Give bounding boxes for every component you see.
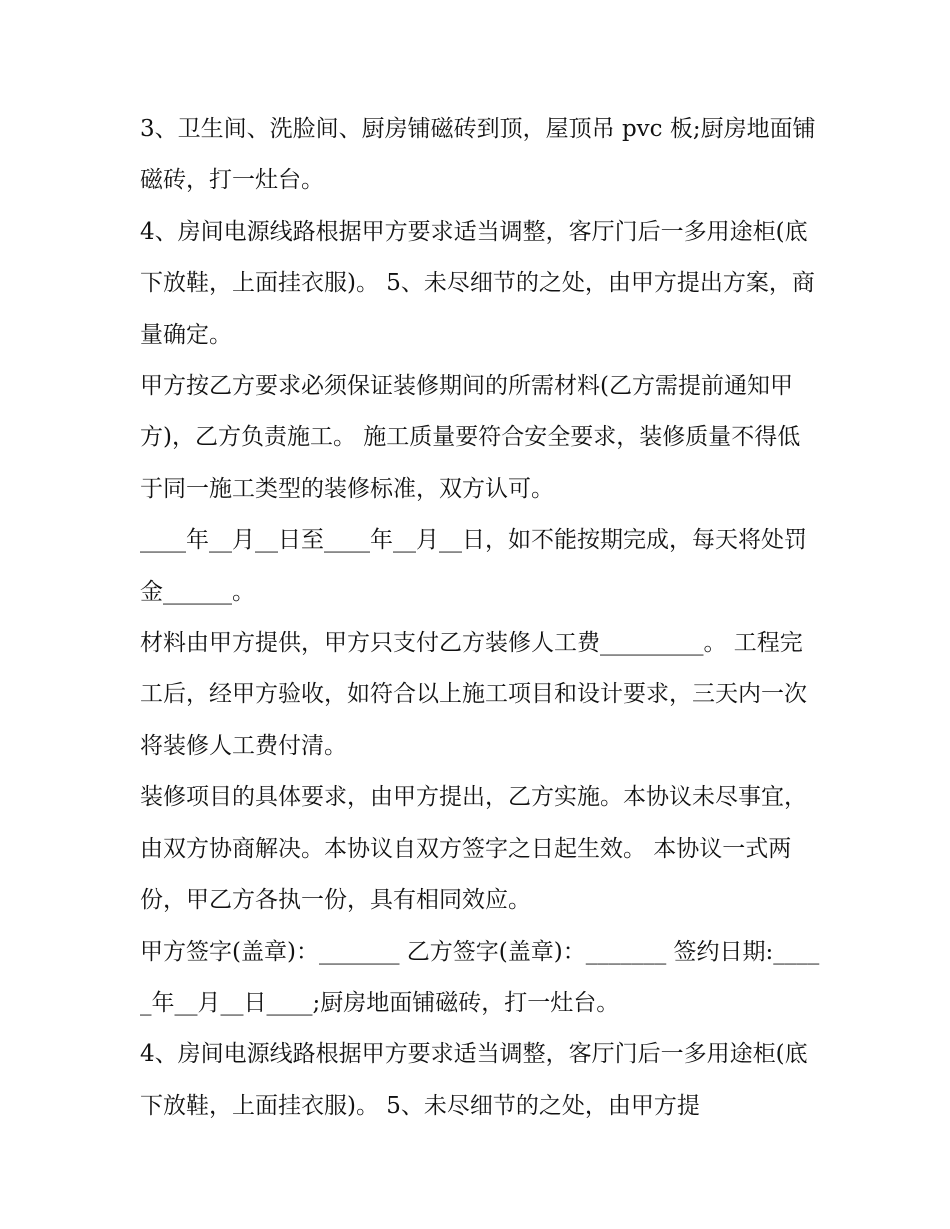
document-body (140, 104, 820, 1132)
paragraph-electrical-wiring-repeat: 4、房间电源线路根据甲方要求适当调整，客厅门后一多用途柜(底下放鞋，上面挂衣服)。 5、未尽细节的之处，由甲方提 (140, 1041, 808, 1119)
paragraph-agreement-terms: 装修项目的具体要求，由甲方提出，乙方实施。本协议未尽事宜，由双方协商解决。本协议自双方签字之日起生效。 本协议一式两份，甲乙方各执一份，具有相同效应。 (140, 784, 807, 914)
paragraph-electrical-wiring: 4、房间电源线路根据甲方要求适当调整，客厅门后一多用途柜(底下放鞋，上面挂衣服)。 5、未尽细节的之处，由甲方提出方案，商量确定。 (140, 218, 815, 348)
paragraph-signatures: 甲方签字(盖章)：_______ 乙方签字(盖章)：_______ 签约日期:_____年__月__日____;厨房地面铺磁砖，打一灶台。 (140, 938, 820, 1016)
paragraph-labor-payment: 材料由甲方提供，甲方只支付乙方装修人工费_________。 工程完工后，经甲方验收，如符合以上施工项目和设计要求，三天内一次将装修人工费付清。 (140, 630, 807, 759)
paragraph-bathroom-kitchen-tiles: 3、卫生间、洗脸间、厨房铺磁砖到顶，屋顶吊 pvc 板;厨房地面铺磁砖，打一灶台。 (140, 116, 816, 194)
paragraph-materials-construction: 甲方按乙方要求必须保证装修期间的所需材料(乙方需提前通知甲方)，乙方负责施工。 施工质量要符合安全要求，装修质量不得低于同一施工类型的装修标准，双方认可。 (140, 373, 801, 502)
paragraph-schedule-penalty: ____年__月__日至____年__月__日，如不能按期完成，每天将处罚金______。 (140, 527, 807, 605)
